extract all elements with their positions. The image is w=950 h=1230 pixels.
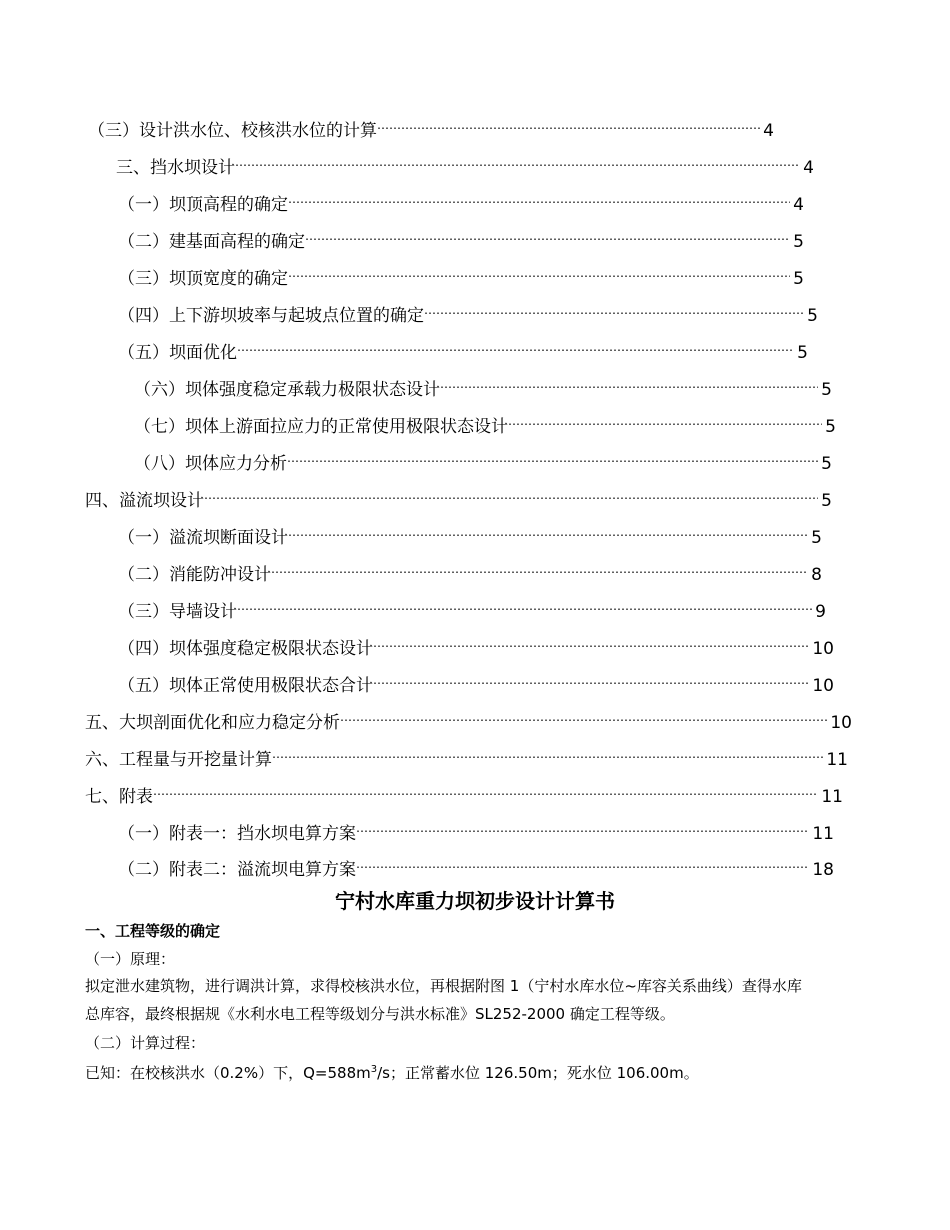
known-values-text: 已知：在校核洪水（0.2%）下，Q=588m — [85, 1064, 371, 1082]
toc-entry-page: 4 — [803, 158, 814, 175]
toc-entry-page: 11 — [826, 750, 848, 767]
toc-entry-title: （四）上下游坝坡率与起坡点位置的确定 — [118, 306, 424, 323]
toc-entry[interactable] — [118, 521, 822, 545]
toc-entry-page: 5 — [821, 380, 832, 397]
toc-entry-page: 11 — [821, 787, 843, 804]
toc-leader-dots — [508, 410, 822, 432]
toc-entry[interactable] — [118, 853, 834, 877]
paragraph-known-values — [85, 1056, 875, 1087]
paragraph-principle — [85, 972, 875, 1028]
toc-entry[interactable] — [118, 225, 804, 249]
toc-entry-page: 10 — [812, 639, 834, 656]
toc-entry[interactable] — [134, 447, 832, 471]
toc-entry-page: 5 — [821, 491, 832, 508]
toc-entry[interactable] — [118, 336, 808, 360]
toc-entry-page: 18 — [812, 860, 834, 877]
toc-entry-title: （六）坝体强度稳定承载力极限状态设计 — [134, 380, 440, 397]
toc-leader-dots — [373, 669, 809, 691]
toc-leader-dots — [271, 558, 808, 580]
toc-entry[interactable] — [85, 484, 832, 508]
toc-entry-page: 11 — [812, 824, 834, 841]
toc-entry-title: （二）附表二：溢流坝电算方案 — [118, 860, 356, 877]
toc-leader-dots — [204, 484, 818, 506]
toc-entry-title: （五）坝面优化 — [118, 343, 237, 360]
toc-entry-title: （八）坝体应力分析 — [134, 454, 287, 471]
toc-entry-title: （一）附表一：挡水坝电算方案 — [118, 824, 356, 841]
toc-entry-title: （二）建基面高程的确定 — [118, 232, 305, 249]
toc-entry-page: 9 — [815, 602, 826, 619]
toc-entry[interactable] — [118, 595, 826, 619]
toc-entry-page: 5 — [807, 306, 818, 323]
toc-entry[interactable] — [118, 632, 834, 656]
toc-entry[interactable] — [134, 410, 836, 434]
toc-entry-title: （一）溢流坝断面设计 — [118, 528, 288, 545]
sub-heading-principle: （一）原理： — [85, 950, 176, 968]
document-title: 宁村水库重力坝初步设计计算书 — [335, 889, 615, 913]
toc-entry[interactable] — [85, 780, 843, 804]
toc-leader-dots — [235, 151, 800, 173]
toc-leader-dots — [373, 632, 809, 654]
toc-leader-dots — [237, 336, 794, 358]
toc-entry-title: （二）消能防冲设计 — [118, 565, 271, 582]
toc-entry-title: 四、溢流坝设计 — [85, 491, 204, 508]
toc-leader-dots — [287, 447, 818, 469]
toc-leader-dots — [272, 743, 823, 765]
toc-entry[interactable] — [85, 706, 852, 730]
toc-entry[interactable] — [134, 373, 832, 397]
section-heading: 一、工程等级的确定 — [85, 922, 221, 940]
sub-heading-calculation: （二）计算过程： — [85, 1034, 206, 1052]
toc-entry-title: 三、挡水坝设计 — [116, 158, 235, 175]
toc-entry-title: 六、工程量与开挖量计算 — [85, 750, 272, 767]
toc-entry-page: 4 — [793, 195, 804, 212]
toc-entry-title: （七）坝体上游面拉应力的正常使用极限状态设计 — [134, 417, 508, 434]
toc-leader-dots — [377, 114, 760, 136]
paragraph-line: 拟定泄水建筑物，进行调洪计算，求得校核洪水位，再根据附图 1（宁村水库水位~库容关系曲线）查得水库 — [85, 977, 802, 995]
toc-leader-dots — [305, 225, 790, 247]
toc-entry[interactable] — [88, 114, 774, 138]
toc-entry-title: （五）坝体正常使用极限状态合计 — [118, 676, 373, 693]
toc-entry-title: （三）导墙设计 — [118, 602, 237, 619]
toc-entry-title: 五、大坝剖面优化和应力稳定分析 — [85, 713, 340, 730]
toc-entry-title: （一）坝顶高程的确定 — [118, 195, 288, 212]
toc-leader-dots — [440, 373, 818, 395]
toc-entry-title: （三）设计洪水位、校核洪水位的计算 — [88, 121, 377, 138]
toc-leader-dots — [288, 521, 808, 543]
toc-entry[interactable] — [85, 743, 848, 767]
toc-entry-title: 七、附表 — [85, 787, 153, 804]
toc-entry-page: 4 — [763, 121, 774, 138]
toc-entry[interactable] — [118, 558, 822, 582]
toc-leader-dots — [356, 817, 809, 839]
toc-leader-dots — [356, 853, 809, 875]
toc-leader-dots — [237, 595, 812, 617]
toc-entry[interactable] — [118, 262, 804, 286]
superscript-three: 3 — [370, 1064, 378, 1075]
known-values-text-cont: /s；正常蓄水位 126.50m；死水位 106.00m。 — [377, 1064, 699, 1082]
toc-entry-page: 5 — [797, 343, 808, 360]
toc-entry-title: （四）坝体强度稳定极限状态设计 — [118, 639, 373, 656]
toc-entry-page: 5 — [821, 454, 832, 471]
toc-leader-dots — [340, 706, 827, 728]
toc-entry[interactable] — [118, 669, 834, 693]
toc-leader-dots — [424, 299, 804, 321]
toc-entry[interactable] — [116, 151, 814, 175]
toc-entry-page: 10 — [812, 676, 834, 693]
toc-entry[interactable] — [118, 188, 804, 212]
toc-entry-title: （三）坝顶宽度的确定 — [118, 269, 288, 286]
toc-entry-page: 5 — [793, 269, 804, 286]
toc-entry-page: 10 — [830, 713, 852, 730]
toc-entry-page: 5 — [825, 417, 836, 434]
toc-leader-dots — [153, 780, 818, 802]
paragraph-line: 总库容，最终根据规《水利水电工程等级划分与洪水标准》SL252-2000 确定工程等级。 — [85, 1005, 675, 1023]
toc-entry[interactable] — [118, 299, 818, 323]
toc-leader-dots — [288, 262, 790, 284]
toc-entry-page: 8 — [811, 565, 822, 582]
toc-entry[interactable] — [118, 817, 834, 841]
toc-entry-page: 5 — [811, 528, 822, 545]
toc-leader-dots — [288, 188, 790, 210]
toc-entry-page: 5 — [793, 232, 804, 249]
